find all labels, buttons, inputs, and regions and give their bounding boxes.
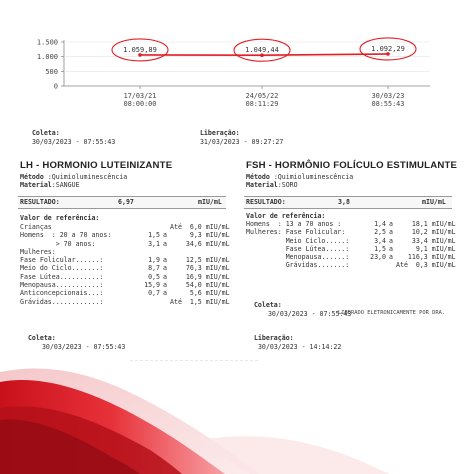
lh-ref-unit: mIU/mL (205, 239, 230, 248)
lh-ref-sep: a (163, 256, 167, 265)
lh-ref-row (20, 289, 236, 297)
lh-ref-max: 12,5 (185, 256, 202, 265)
lh-ref-row (20, 281, 236, 289)
chart-coleta (24, 120, 115, 147)
lh-ref-unit: mIU/mL (205, 231, 230, 240)
lh-ref-sep: a (163, 239, 167, 248)
fsh-result-unit: mIU/mL (422, 198, 446, 206)
fsh-ref-row (246, 228, 462, 236)
lh-coleta (20, 325, 125, 352)
lh-ref-min: 15,9 (144, 281, 160, 290)
lh-ref-label: Mulheres: (20, 247, 56, 256)
fsh-ref-sep: a (389, 244, 393, 253)
lh-ref-max: Até 6,0 (170, 223, 202, 231)
fsh-ref-title: Valor de referência: (246, 212, 326, 220)
fsh-ref-min: 23,0 (370, 253, 386, 262)
fsh-ref-min: 2,5 (374, 228, 386, 237)
fsh-result-label: RESULTADO: (246, 198, 286, 206)
lh-ref-max: 34,6 (185, 239, 202, 248)
lh-ref-label: Crianças (20, 223, 52, 231)
fsh-ref-sep: a (389, 253, 393, 262)
x-tick-label-date: 24/05/22 (245, 92, 279, 100)
x-tick-label-time: 08:11:29 (245, 100, 279, 108)
lh-ref-min: 0,7 (148, 289, 160, 298)
fsh-ref-min: 1,5 (374, 244, 386, 253)
lh-metodo-value: :Quimioluminescência (47, 173, 128, 181)
fsh-result-value: 3,8 (338, 198, 350, 206)
lh-ref-sep: a (163, 289, 167, 298)
coleta-value: 30/03/2023 - 07:55:43 (31, 138, 116, 146)
lh-ref-label: Fase Folicular......: (20, 256, 104, 265)
lh-ref-sep: a (163, 272, 167, 281)
fsh-ref-sep: a (389, 236, 393, 245)
lh-ref-max: Até 1,5 (170, 297, 202, 306)
fsh-ref-label: Meio Ciclo.....: (246, 236, 350, 245)
fsh-ref-max: 9,1 (415, 244, 428, 253)
fsh-liberacao (246, 325, 341, 352)
lh-ref-min (138, 248, 160, 256)
fsh-ref-row (246, 220, 462, 228)
lh-ref-row (20, 273, 236, 281)
fsh-ref-row (246, 245, 462, 253)
lh-ref-unit: mIU/mL (205, 289, 230, 298)
fsh-coleta-value: 30/03/2023 - 07:55:43 (267, 310, 352, 318)
fsh-metodo-label: Método (246, 173, 270, 181)
lh-ref-label: > 70 anos: (20, 239, 96, 248)
lh-ref-row (20, 240, 236, 248)
fsh-ref-row (246, 261, 462, 269)
lh-ref-max: 5,6 (189, 289, 202, 298)
lh-ref-unit: mIU/mL (205, 264, 230, 273)
liberacao-value: 31/03/2023 - 09:27:27 (199, 138, 284, 146)
lh-ref-unit: mIU/mL (205, 223, 230, 231)
fsh-ref-unit: mIU/mL (431, 220, 456, 228)
lh-ref-sep: a (163, 264, 167, 273)
lh-ref-label: Menopausa...........: (20, 281, 104, 290)
y-tick-label: 0 (53, 82, 58, 91)
x-tick-label-time: 08:55:43 (371, 100, 405, 108)
lh-ref-label: Meio do Ciclo.......: (20, 264, 104, 273)
fsh-ref-min: 3,4 (374, 236, 386, 245)
coleta-label: Coleta: (31, 129, 60, 137)
fsh-ref-label: Mulheres: Fase Folicular: (246, 228, 346, 237)
lh-metodo-label: Método (20, 173, 44, 181)
lh-ref-sep: a (163, 281, 167, 290)
lh-ref-unit (202, 248, 236, 256)
fsh-ref-unit: mIU/mL (431, 244, 456, 253)
lh-ref-row (20, 248, 236, 256)
lh-ref-label: Fase Lútea..........: (20, 272, 104, 281)
lh-ref-sep: a (163, 231, 167, 240)
fsh-coleta-label: Coleta: (253, 301, 282, 309)
fsh-ref-label: Menopausa......: (246, 253, 350, 262)
data-label: 1.092,29 (371, 44, 405, 53)
lh-ref-max: 54,0 (185, 281, 202, 290)
liberacao-label: Liberação: (199, 129, 240, 137)
fsh-ref-max: 18,1 (411, 220, 428, 228)
lh-ref-unit: mIU/mL (205, 256, 230, 265)
fsh-ref-row (246, 237, 462, 245)
y-tick-label: 1.000 (36, 53, 58, 62)
lh-ref-sep (160, 298, 170, 306)
lh-ref-max (170, 248, 202, 256)
fsh-ref-unit: mIU/mL (431, 261, 456, 270)
lh-ref-sep (160, 248, 170, 256)
chart-liberacao (192, 120, 283, 147)
fsh-ref-unit: mIU/mL (431, 236, 456, 245)
lh-ref-max: 76,3 (185, 264, 202, 273)
fsh-ref-min (364, 261, 386, 269)
lh-ref-min (138, 298, 160, 306)
lh-material (20, 181, 80, 190)
fsh-ref-max: Até 0,3 (396, 261, 428, 270)
lh-reference-table (20, 223, 236, 306)
lh-ref-row (20, 264, 236, 272)
lh-coleta-value: 30/03/2023 - 07:55:43 (41, 343, 126, 351)
fsh-ref-sep: a (389, 220, 393, 228)
lh-ref-min: 3,1 (148, 239, 160, 248)
fsh-ref-unit: mIU/mL (431, 228, 456, 237)
fsh-ref-min: 1,4 (374, 220, 386, 228)
lh-ref-row (20, 256, 236, 264)
fsh-material-value: :SORO (277, 181, 298, 189)
fsh-title: FSH - HORMÔNIO FOLÍCULO ESTIMULANTE (246, 160, 458, 171)
fsh-ref-sep (386, 261, 396, 269)
data-label: 1.059,89 (123, 45, 157, 54)
x-tick-label-time: 08:00:00 (123, 100, 157, 108)
lh-ref-title: Valor de referência: (20, 214, 100, 222)
lh-ref-min (138, 223, 160, 231)
fsh-metodo-value: :Quimioluminescência (273, 173, 354, 181)
lh-ref-unit: mIU/mL (205, 272, 230, 281)
fsh-coleta (246, 292, 351, 319)
lh-ref-min: 1,5 (148, 231, 160, 240)
lh-result-unit: mIU/mL (198, 198, 222, 206)
y-tick-label: 1.500 (36, 38, 58, 47)
fsh-ref-label: Fase Lútea.....: (246, 244, 350, 253)
fsh-ref-label: Homens : 13 a 70 anos : (246, 220, 342, 228)
lh-ref-unit: mIU/mL (205, 297, 230, 306)
x-tick-label-date: 30/03/23 (371, 92, 405, 100)
y-tick-label: 500 (45, 67, 58, 76)
red-wave-decoration (0, 360, 474, 474)
fsh-ref-max: 33,4 (411, 236, 428, 245)
lh-title: LH - HORMONIO LUTEINIZANTE (20, 160, 173, 171)
fsh-reference-table (246, 220, 462, 270)
lh-ref-row (20, 298, 236, 306)
fsh-ref-sep: a (389, 228, 393, 237)
fsh-liberacao-label: Liberação: (253, 334, 294, 342)
lh-ref-label: Homens : 20 a 70 anos: (20, 231, 112, 240)
lh-ref-unit: mIU/mL (205, 281, 230, 290)
lh-ref-max: 9,3 (189, 231, 202, 240)
x-tick-label-date: 17/03/21 (123, 92, 157, 100)
fsh-material-label: Material (246, 181, 278, 189)
fsh-ref-unit: mIU/mL (431, 253, 456, 262)
lh-ref-max: 16,9 (185, 272, 202, 281)
lh-ref-label: Anticoncepcionais...: (20, 289, 104, 298)
fsh-ref-max: 116,3 (407, 253, 428, 262)
lh-ref-min: 1,9 (148, 256, 160, 265)
lh-result-label: RESULTADO: (20, 198, 60, 206)
fsh-liberacao-value: 30/03/2023 - 14:14:22 (257, 343, 342, 351)
lh-ref-min: 8,7 (148, 264, 160, 273)
fsh-material (246, 181, 298, 190)
history-chart (0, 30, 474, 112)
lh-material-value: :SANGUE (51, 181, 80, 189)
fsh-ref-row (246, 253, 462, 261)
lh-ref-row (20, 231, 236, 239)
data-label: 1.049,44 (245, 46, 279, 55)
lh-ref-row (20, 223, 236, 231)
lh-ref-label: Grávidas............: (20, 297, 104, 306)
lh-ref-sep (160, 223, 170, 231)
fsh-liberado-text: LIBERADO ELETRONICAMENTE POR DRA. (338, 310, 446, 316)
lh-material-label: Material (20, 181, 52, 189)
fsh-ref-label: Grávidas.......: (246, 261, 350, 270)
lh-result-value: 6,97 (118, 198, 134, 206)
fsh-ref-max: 10,2 (411, 228, 428, 237)
lh-coleta-label: Coleta: (27, 334, 56, 342)
lh-ref-min: 0,5 (148, 272, 160, 281)
